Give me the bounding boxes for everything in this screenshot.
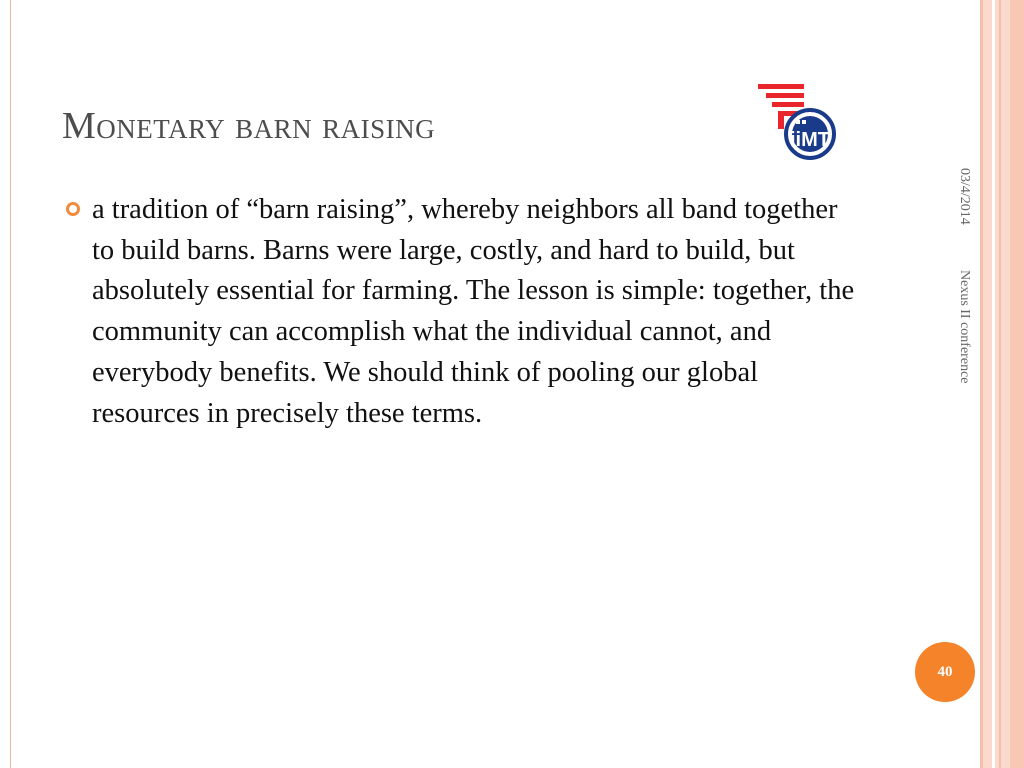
logo-text: iiMT: [790, 129, 830, 151]
frame-stripe: [992, 0, 995, 768]
slide-frame-right: [980, 0, 1024, 768]
slide-footer: Nexus II conference: [957, 270, 972, 384]
bullet-circle-icon: [64, 190, 92, 226]
frame-stripe: [1010, 0, 1024, 768]
iimt-logo-icon: [754, 80, 838, 160]
frame-stripe: [999, 0, 1001, 768]
page-number-badge: 40: [915, 642, 975, 702]
slide-title: Monetary barn raising: [62, 105, 436, 147]
bullet-text: a tradition of “barn raising”, whereby neighbors all band together to build barns. Barns were large, costly, and hard to build, but absolutely essential for farming. The lesson is simple: together, the community can accomplish what the individual cannot, and everybody benefits. We should think of pooling our global resources in precisely these terms.: [92, 194, 855, 429]
bullet-item: [64, 190, 864, 434]
iimt-logo-graphic: [754, 80, 838, 160]
slide-body: [64, 190, 864, 434]
frame-stripe: [980, 0, 983, 768]
slide-date: 03/4/2014: [957, 168, 972, 225]
slide-frame-left: [10, 0, 11, 768]
